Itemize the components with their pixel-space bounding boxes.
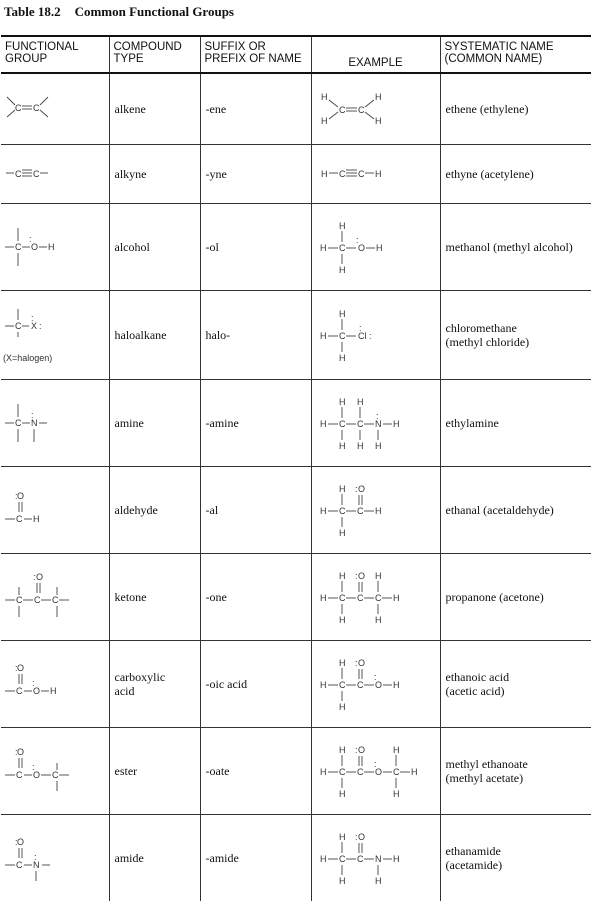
svg-text:H: H xyxy=(393,419,400,429)
svg-text:C: C xyxy=(339,506,346,516)
suffix-cell: -ol xyxy=(200,204,311,291)
example-cell xyxy=(311,641,440,728)
systematic-name-cell: ethylamine xyxy=(440,380,591,467)
header-row xyxy=(1,36,591,73)
systematic-name-cell: ethyne (acetylene) xyxy=(440,145,591,204)
svg-text::: : xyxy=(33,572,36,582)
systematic-name-cell: propanone (acetone) xyxy=(440,554,591,641)
example-cell xyxy=(311,204,440,291)
functional-group-cell xyxy=(1,641,109,728)
svg-text:C: C xyxy=(339,767,346,777)
table-row xyxy=(1,145,591,204)
svg-text:C: C xyxy=(339,331,346,341)
svg-text:H: H xyxy=(375,876,382,886)
systematic-name-cell: ethene (ethylene) xyxy=(440,73,591,145)
svg-text:N: N xyxy=(375,419,382,429)
svg-text:H: H xyxy=(339,221,346,231)
svg-text:H: H xyxy=(375,169,382,179)
table-row xyxy=(1,73,591,145)
svg-text:H: H xyxy=(357,441,364,451)
amide-group-structure xyxy=(1,833,71,883)
svg-text::: : xyxy=(355,484,358,494)
svg-text::: : xyxy=(374,672,377,682)
svg-text:X: X xyxy=(31,321,37,331)
svg-text:C: C xyxy=(357,419,364,429)
compound-type-cell: ketone xyxy=(109,554,200,641)
svg-text:O: O xyxy=(375,767,382,777)
functional-group-cell xyxy=(1,204,109,291)
svg-text:H: H xyxy=(339,397,346,407)
table-row xyxy=(1,467,591,554)
svg-text:H: H xyxy=(50,686,57,696)
ethyne-structure xyxy=(312,159,439,189)
svg-text:C: C xyxy=(16,595,23,605)
svg-text:C: C xyxy=(339,169,346,179)
header-systematic-name: SYSTEMATIC NAME (COMMON NAME) xyxy=(440,36,591,73)
svg-text:H: H xyxy=(375,92,382,102)
svg-text:C: C xyxy=(375,593,382,603)
functional-group-cell xyxy=(1,554,109,641)
svg-text:C: C xyxy=(339,854,346,864)
systematic-name-cell: ethanoic acid (acetic acid) xyxy=(440,641,591,728)
alkene-group-structure xyxy=(1,89,61,129)
svg-text:H: H xyxy=(393,680,400,690)
table-caption xyxy=(4,4,234,20)
svg-text:C: C xyxy=(16,686,23,696)
aldehyde-group-structure xyxy=(1,485,61,535)
svg-text:H: H xyxy=(376,243,383,253)
compound-type-cell: alkene xyxy=(109,73,200,145)
table-row xyxy=(1,815,591,901)
svg-text:C: C xyxy=(52,770,59,780)
svg-text::: : xyxy=(15,837,18,847)
svg-text:H: H xyxy=(321,92,328,102)
svg-text:O: O xyxy=(33,770,40,780)
methyl-ethanoate-structure xyxy=(312,742,439,800)
svg-text:H: H xyxy=(393,745,400,755)
alkyne-group-structure xyxy=(1,159,61,189)
svg-text:H: H xyxy=(375,506,382,516)
example-cell xyxy=(311,554,440,641)
svg-text::: : xyxy=(34,852,37,862)
svg-text:C: C xyxy=(16,860,23,870)
table-row xyxy=(1,728,591,815)
svg-text::: : xyxy=(356,235,359,245)
table-number: Table 18.2 xyxy=(4,4,61,19)
svg-text:O: O xyxy=(358,658,365,668)
svg-text:C: C xyxy=(358,169,365,179)
svg-text:N: N xyxy=(33,860,40,870)
compound-type-cell: alcohol xyxy=(109,204,200,291)
carboxylic-acid-group-structure xyxy=(1,659,71,709)
table-title: Common Functional Groups xyxy=(75,4,234,19)
svg-text::: : xyxy=(29,234,32,244)
compound-type-cell: amide xyxy=(109,815,200,901)
suffix-cell: -yne xyxy=(200,145,311,204)
svg-text:C: C xyxy=(15,242,22,252)
svg-text:C: C xyxy=(339,105,346,115)
svg-text:H: H xyxy=(321,116,328,126)
table-row xyxy=(1,554,591,641)
svg-text:C: C xyxy=(34,595,41,605)
svg-text:H: H xyxy=(339,484,346,494)
functional-group-cell xyxy=(1,380,109,467)
svg-text:N: N xyxy=(375,854,382,864)
table-row xyxy=(1,204,591,291)
svg-text:H: H xyxy=(375,571,382,581)
svg-text::: : xyxy=(376,411,379,421)
svg-text:C: C xyxy=(16,514,23,524)
svg-text::: : xyxy=(355,658,358,668)
svg-text:C: C xyxy=(15,169,22,179)
table-row xyxy=(1,291,591,380)
compound-type-cell: ester xyxy=(109,728,200,815)
compound-type-cell: haloalkane xyxy=(109,291,200,380)
svg-text:C: C xyxy=(358,105,365,115)
svg-text:H: H xyxy=(393,789,400,799)
svg-text:H: H xyxy=(339,265,346,275)
ethene-structure xyxy=(312,88,439,130)
svg-text:C: C xyxy=(15,321,22,331)
functional-groups-table xyxy=(1,35,591,901)
ethylamine-structure xyxy=(312,394,439,452)
svg-text:H: H xyxy=(375,441,382,451)
example-cell xyxy=(311,291,440,380)
ethanamide-structure xyxy=(312,829,439,887)
svg-text::: : xyxy=(15,491,18,501)
svg-text::: : xyxy=(15,747,18,757)
svg-text:H: H xyxy=(320,593,327,603)
suffix-cell: halo- xyxy=(200,291,311,380)
svg-text:H: H xyxy=(339,353,346,363)
suffix-cell: -amine xyxy=(200,380,311,467)
svg-text:C: C xyxy=(52,595,59,605)
amine-group-structure xyxy=(1,398,71,448)
svg-text:C: C xyxy=(16,770,23,780)
svg-text::: : xyxy=(369,331,372,341)
suffix-cell: -ene xyxy=(200,73,311,145)
svg-text:C: C xyxy=(339,593,346,603)
suffix-cell: -amide xyxy=(200,815,311,901)
svg-text:C: C xyxy=(357,506,364,516)
ester-group-structure xyxy=(1,743,81,799)
functional-group-cell xyxy=(1,728,109,815)
svg-text:H: H xyxy=(320,331,327,341)
svg-text:O: O xyxy=(33,686,40,696)
svg-text:O: O xyxy=(17,747,24,757)
svg-text:O: O xyxy=(358,484,365,494)
svg-text:H: H xyxy=(339,571,346,581)
haloalkane-group-structure xyxy=(1,305,61,337)
svg-text::: : xyxy=(355,745,358,755)
header-functional-group: FUNCTIONAL GROUP xyxy=(1,36,109,73)
functional-group-cell xyxy=(1,467,109,554)
svg-text:C: C xyxy=(339,680,346,690)
svg-text:C: C xyxy=(339,419,346,429)
svg-text::: : xyxy=(31,410,34,420)
example-cell xyxy=(311,380,440,467)
svg-text:H: H xyxy=(320,680,327,690)
svg-text:H: H xyxy=(320,419,327,429)
svg-text:O: O xyxy=(31,242,38,252)
svg-text:C: C xyxy=(33,103,40,113)
header-compound-type: COMPOUND TYPE xyxy=(109,36,200,73)
compound-type-cell: carboxylic acid xyxy=(109,641,200,728)
svg-text:C: C xyxy=(357,767,364,777)
chloromethane-structure xyxy=(312,306,439,364)
svg-text:H: H xyxy=(320,767,327,777)
svg-text:C: C xyxy=(339,243,346,253)
header-example: EXAMPLE xyxy=(311,36,440,73)
ethanal-structure xyxy=(312,481,439,539)
svg-text:O: O xyxy=(36,572,43,582)
example-cell xyxy=(311,145,440,204)
svg-text:H: H xyxy=(339,876,346,886)
ethanoic-acid-structure xyxy=(312,655,439,713)
compound-type-cell: aldehyde xyxy=(109,467,200,554)
systematic-name-cell: ethanamide (acetamide) xyxy=(440,815,591,901)
svg-text:H: H xyxy=(320,854,327,864)
functional-group-cell xyxy=(1,73,109,145)
example-cell xyxy=(311,815,440,901)
ketone-group-structure xyxy=(1,569,81,625)
svg-text:H: H xyxy=(339,658,346,668)
compound-type-cell: amine xyxy=(109,380,200,467)
svg-text:O: O xyxy=(358,571,365,581)
example-cell xyxy=(311,73,440,145)
svg-text:H: H xyxy=(339,528,346,538)
svg-text:H: H xyxy=(339,832,346,842)
systematic-name-cell: ethanal (acetaldehyde) xyxy=(440,467,591,554)
suffix-cell: -one xyxy=(200,554,311,641)
svg-text::: : xyxy=(15,663,18,673)
systematic-name-cell: methanol (methyl alcohol) xyxy=(440,204,591,291)
functional-group-cell xyxy=(1,291,109,380)
header-suffix: SUFFIX OR PREFIX OF NAME xyxy=(200,36,311,73)
svg-text:O: O xyxy=(17,663,24,673)
svg-text:H: H xyxy=(375,615,382,625)
alcohol-group-structure xyxy=(1,222,71,272)
svg-text:O: O xyxy=(358,832,365,842)
svg-text::: : xyxy=(359,323,362,333)
svg-text:O: O xyxy=(17,491,24,501)
propanone-structure xyxy=(312,568,439,626)
svg-text:H: H xyxy=(321,169,328,179)
svg-text:C: C xyxy=(393,767,400,777)
svg-text:H: H xyxy=(339,309,346,319)
svg-text:N: N xyxy=(31,418,38,428)
svg-text::: : xyxy=(39,321,42,331)
svg-text::: : xyxy=(31,313,34,323)
functional-group-cell xyxy=(1,145,109,204)
svg-text::: : xyxy=(374,759,377,769)
svg-text:H: H xyxy=(339,441,346,451)
compound-type-cell: alkyne xyxy=(109,145,200,204)
svg-text:O: O xyxy=(375,680,382,690)
svg-text:O: O xyxy=(358,745,365,755)
svg-text:H: H xyxy=(339,745,346,755)
suffix-cell: -oic acid xyxy=(200,641,311,728)
svg-text::: : xyxy=(355,832,358,842)
svg-text:H: H xyxy=(375,116,382,126)
svg-text:H: H xyxy=(393,854,400,864)
example-cell xyxy=(311,728,440,815)
table-row xyxy=(1,641,591,728)
suffix-cell: -oate xyxy=(200,728,311,815)
svg-text:C: C xyxy=(357,854,364,864)
methanol-structure xyxy=(312,218,439,276)
svg-text::: : xyxy=(32,678,35,688)
systematic-name-cell: chloromethane (methyl chloride) xyxy=(440,291,591,380)
svg-text:C: C xyxy=(357,680,364,690)
svg-text:C: C xyxy=(15,103,22,113)
svg-text:C: C xyxy=(357,593,364,603)
svg-text:H: H xyxy=(339,789,346,799)
svg-text:H: H xyxy=(320,506,327,516)
svg-text::: : xyxy=(355,571,358,581)
svg-text:C: C xyxy=(15,418,22,428)
example-cell xyxy=(311,467,440,554)
systematic-name-cell: methyl ethanoate (methyl acetate) xyxy=(440,728,591,815)
svg-text:O: O xyxy=(358,243,365,253)
svg-text:H: H xyxy=(320,243,327,253)
svg-text:H: H xyxy=(339,702,346,712)
svg-text:H: H xyxy=(33,514,40,524)
suffix-cell: -al xyxy=(200,467,311,554)
svg-text:H: H xyxy=(357,397,364,407)
functional-group-cell xyxy=(1,815,109,901)
table-row xyxy=(1,380,591,467)
svg-text:H: H xyxy=(393,593,400,603)
svg-text:O: O xyxy=(17,837,24,847)
svg-text:H: H xyxy=(339,615,346,625)
svg-text::: : xyxy=(32,762,35,772)
svg-text:Cl: Cl xyxy=(358,331,367,341)
svg-text:H: H xyxy=(48,242,55,252)
svg-text:C: C xyxy=(33,169,40,179)
halogen-note: (X=halogen) xyxy=(3,351,109,365)
svg-text:H: H xyxy=(411,767,418,777)
